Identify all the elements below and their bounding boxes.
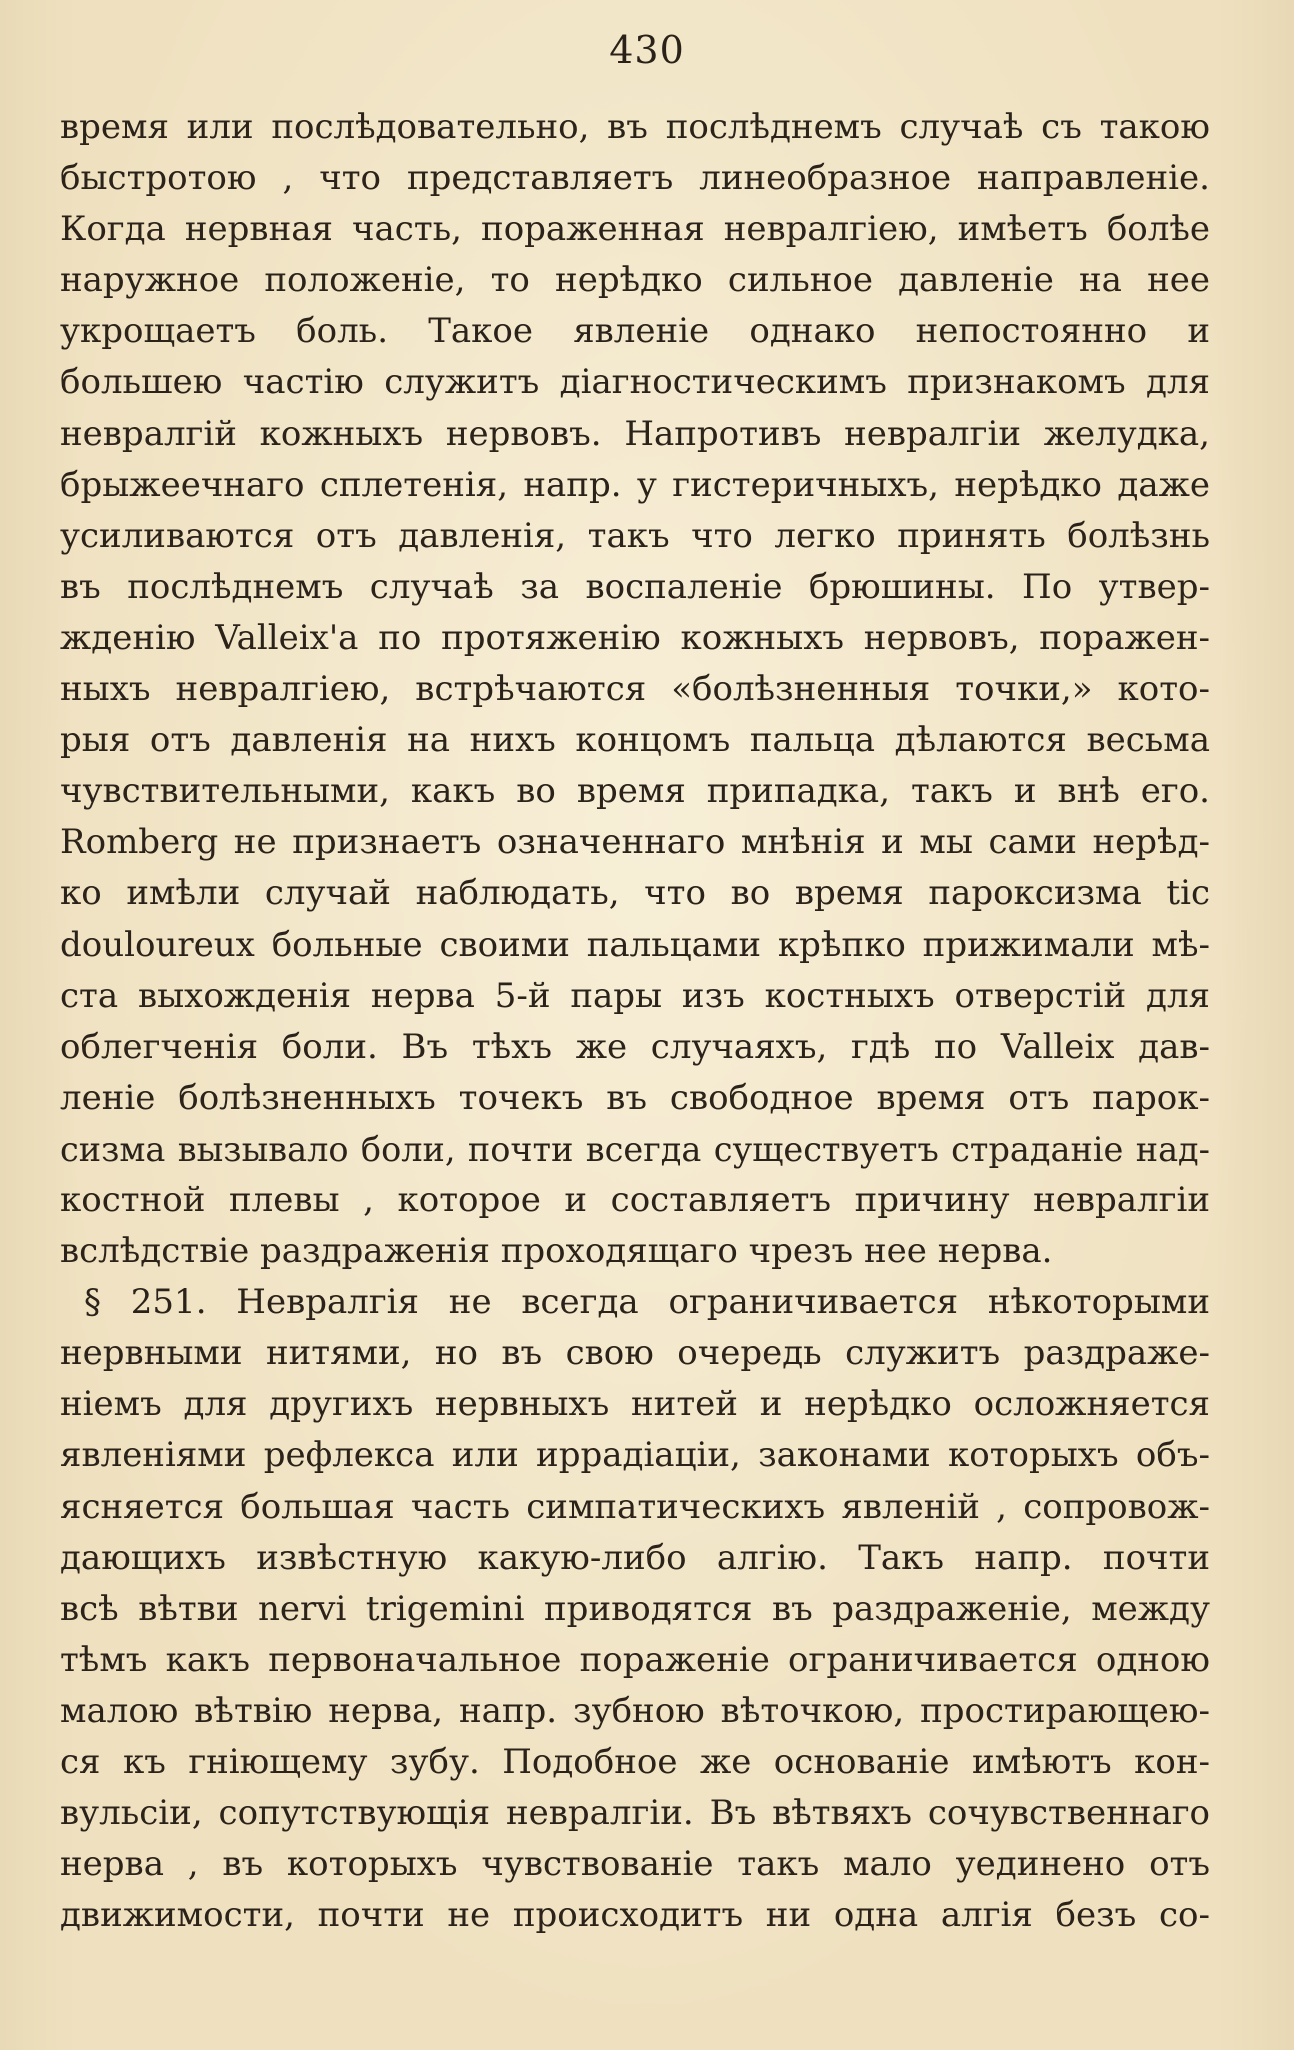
text-line: ныхъ невралгіею, встрѣчаются «болѣзненныя точки,» кото-: [60, 669, 1210, 710]
text-line: сизма вызывало боли, почти всегда существуетъ страданіе над-: [60, 1129, 1210, 1169]
text-line: Romberg не признаетъ означеннаго мнѣнія и мы сами нерѣд-: [60, 822, 1210, 863]
text-line: ніемъ для другихъ нервныхъ нитей и нерѣдко осложняется: [60, 1384, 1210, 1425]
body-text: [60, 102, 1210, 1941]
text-line: дающихъ извѣстную какую-либо алгію. Такъ напр. почти: [60, 1537, 1210, 1578]
text-line: брыжеечнаго сплетенія, напр. у гистеричныхъ, нерѣдко даже: [60, 464, 1210, 505]
text-line: ся къ гніющему зубу. Подобное же основаніе имѣютъ кон-: [60, 1742, 1210, 1782]
text-line: Когда нервная часть, пораженная невралгіею, имѣетъ болѣе: [60, 209, 1210, 250]
text-line: ко имѣли случай наблюдать, что во время пароксизма tic: [60, 873, 1210, 914]
text-line: леніе болѣзненныхъ точекъ въ свободное время отъ парок-: [60, 1077, 1210, 1118]
text-line: явленіями рефлекса или иррадіаціи, законами которыхъ объ-: [60, 1435, 1210, 1476]
page-number: 430: [609, 28, 685, 72]
text-line: наружное положеніе, то нерѣдко сильное давленіе на нее: [60, 260, 1210, 301]
text-line: тѣмъ какъ первоначальное пораженіе ограничивается одною: [60, 1639, 1210, 1680]
text-line: время или послѣдовательно, въ послѣднемъ случаѣ съ такою: [60, 107, 1210, 147]
text-line: всѣ вѣтви nervi trigemini приводятся въ раздраженіе, между: [60, 1588, 1210, 1629]
text-line: движимости, почти не происходитъ ни одна алгія безъ со-: [60, 1895, 1210, 1936]
text-line: усиливаются отъ давленія, такъ что легко принять болѣзнь: [60, 515, 1210, 556]
text-line: ста выхожденія нерва 5-й пары изъ костныхъ отверстій для: [60, 975, 1210, 1016]
text-line: костной плевы , которое и составляетъ причину невралгіи: [60, 1179, 1210, 1220]
text-line: чувствительными, какъ во время припадка, такъ и внѣ его.: [60, 771, 1210, 812]
text-line: нерва , въ которыхъ чувствованіе такъ мало уединено отъ: [60, 1844, 1210, 1885]
text-line: ясняется большая часть симпатическихъ явленій , сопровож-: [60, 1486, 1210, 1527]
text-line: въ послѣднемъ случаѣ за воспаленіе брюшины. По утвер-: [60, 566, 1210, 607]
text-line: большею частію служитъ діагностическимъ признакомъ для: [60, 362, 1210, 403]
text-line: рыя отъ давленія на нихъ концомъ пальца дѣлаются весьма: [60, 720, 1210, 761]
section-251-start: § 251. Невралгія не всегда ограничивается нѣкоторыми: [84, 1282, 1210, 1323]
text-line: жденію Valleix'а по протяженію кожныхъ нервовъ, поражен-: [60, 617, 1210, 658]
paragraph-end-line: вслѣдствіе раздраженія проходящаго чрезъ нее нерва.: [60, 1231, 1053, 1272]
text-line: облегченія боли. Въ тѣхъ же случаяхъ, гдѣ по Valleix дав-: [60, 1026, 1210, 1067]
text-line: вульсіи, сопутствующія невралгіи. Въ вѣтвяхъ сочувственнаго: [60, 1793, 1210, 1834]
text-line: быстротою , что представляетъ линеобразное направленіе.: [60, 158, 1210, 199]
text-line: малою вѣтвію нерва, напр. зубною вѣточкою, простирающею-: [60, 1690, 1210, 1731]
text-line: нервными нитями, но въ свою очередь служитъ раздраже-: [60, 1333, 1210, 1374]
text-line: douloureux больные своими пальцами крѣпко прижимали мѣ-: [60, 924, 1210, 965]
text-line: невралгій кожныхъ нервовъ. Напротивъ невралгіи желудка,: [60, 413, 1210, 454]
text-line: укрощаетъ боль. Такое явленіе однако непостоянно и: [60, 311, 1210, 352]
